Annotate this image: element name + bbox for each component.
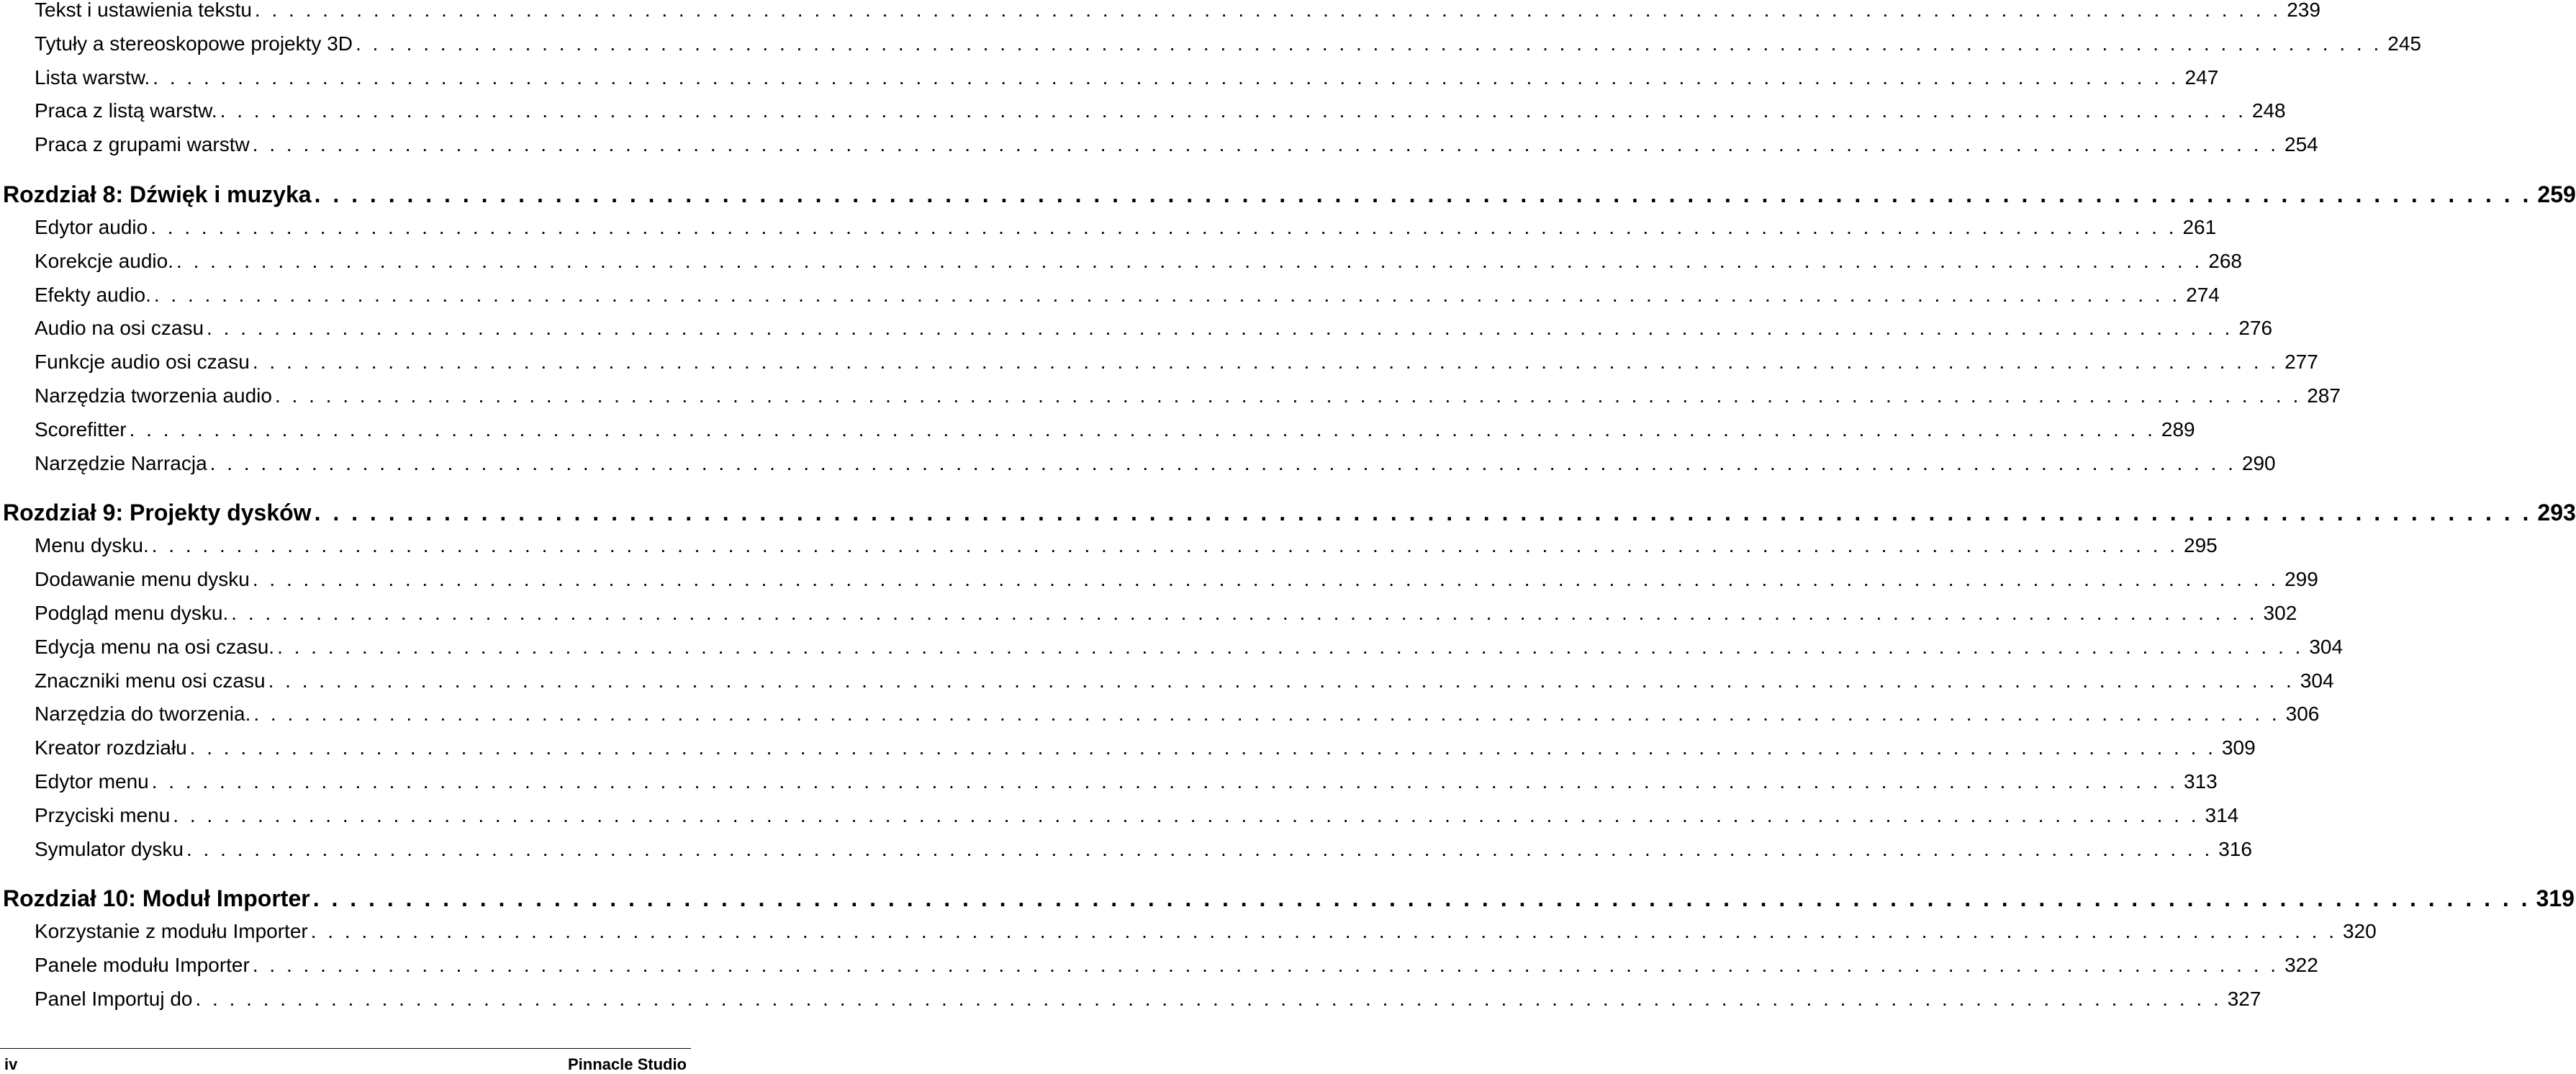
dot-leader: . . . . . . . . . . . . . . . . . . . . . . . . . . . . . . . . . . . . . . . . . . . . . . . . . . . . . . . . . . . . . . . . . . . . . . . . . . . . . . . . . . . . . . . . . . . . . . . . . . . . . . . . . . . . . . . . . . . . . . . . xyxy=(195,988,2222,1010)
dot-leader: . . . . . . . . . . . . . . . . . . . . . . . . . . . . . . . . . . . . . . . . . . . . . . . . . . . . . . . . . . . . . . . . . . . . . . . . . . . . . . . . . . . . . . . . . . . . . . . . . . . . . . . . . . . . . . . . . . . . . . . . xyxy=(151,770,2179,793)
toc-section-entry[interactable] xyxy=(35,215,2217,240)
toc-entry-title: Znaczniki menu osi czasu xyxy=(35,669,266,692)
dot-leader: . . . . . . . . . . . . . . . . . . . . . . . . . . . . . . . . . . . . . . . . . . . . . . . . . . . . . . . . . . . . . . . . . . . . . . . . . . . . . . . . . . . . . . . . . . . . . . . . . . . . . . . . . . . . . . . . . . . . . . . . xyxy=(253,703,2280,725)
dot-leader: . . . . . . . . . . . . . . . . . . . . . . . . . . . . . . . . . . . . . . . . . . . . . . . . . . . . . . . . . . . . . . . . . . . . . . . . . . . . . . . . . . . . . . . . . . . . . . . . . . . . . . . . . . . . . . . . . . . . . . . . xyxy=(129,418,2156,441)
toc-entry-title: Narzędzia do tworzenia. xyxy=(35,703,251,725)
toc-entry-title: Panel Importuj do xyxy=(35,988,193,1010)
toc-entry-page-number: 261 xyxy=(2182,216,2217,238)
toc-entry-page-number: 314 xyxy=(2205,804,2239,826)
toc-entry-title: Kreator rozdziału xyxy=(35,736,187,759)
toc-entry-title: Panele modułu Importer xyxy=(35,954,250,976)
toc-section-entry[interactable] xyxy=(35,600,2297,626)
toc-section-entry[interactable] xyxy=(35,132,2318,158)
dot-leader: . . . . . . . . . . . . . . . . . . . . . . . . . . . . . . . . . . . . . . . . . . . . . . . . . . . . . . . . . . . . . . . . . . . . . . . . . . . . . . . . . . . . . . . . . . . . . . . . . . . . . . . . . . . . . . . . . . . . . . . . xyxy=(231,602,2258,624)
toc-section-entry[interactable] xyxy=(35,986,2261,1012)
toc-entry-page-number: 295 xyxy=(2184,534,2218,556)
dot-leader: . . . . . . . . . . . . . . . . . . . . . . . . . . . . . . . . . . . . . . . . . . . . . . . . . . . . . . . . . . . . . . . . . . . . . . . . . . . . . . . . . . . . . . . . . . . . . . . . . . . . . . . . . . . . . . . . . . . . . . . . xyxy=(220,99,2246,122)
toc-entry-title: Efekty audio. xyxy=(35,284,151,306)
toc-entry-page-number: 268 xyxy=(2208,250,2242,272)
toc-entry-page-number: 274 xyxy=(2186,284,2220,306)
toc-section-entry[interactable] xyxy=(35,383,2341,409)
toc-entry-page-number: 290 xyxy=(2241,452,2276,474)
dot-leader: . . . . . . . . . . . . . . . . . . . . . . . . . . . . . . . . . . . . . . . . . . . . . . . . . . . . . . . . . . . . . . . . . . . . . . . . . . . . . . . . . . . . . . . . . . . . . . . . . . . . . . . . . . . . . . . . . . . . . . . . xyxy=(150,216,2177,238)
toc-entry-title: Dodawanie menu dysku xyxy=(35,568,250,590)
toc-entry-page-number: 313 xyxy=(2184,770,2218,793)
toc-entry-title: Narzędzia tworzenia audio xyxy=(35,384,272,407)
toc-entry-title: Podgląd menu dysku. xyxy=(35,602,229,624)
toc-entry-title: Praca z listą warstw. xyxy=(35,99,217,122)
dot-leader: . . . . . . . . . . . . . . . . . . . . . . . . . . . . . . . . . . . . . . . . . . . . . . . . . . . . . . . . . . . . . . . . . . . . . . . . . . . . . . . . . . . . . . . . . . . . . . . . . . . . . . . . . . . . . . . . . . . . . . . . xyxy=(209,452,2236,474)
toc-chapter-entry[interactable] xyxy=(3,884,2575,913)
toc-entry-page-number: 248 xyxy=(2251,99,2286,122)
dot-leader: . . . . . . . . . . . . . . . . . . . . . . . . . . . . . . . . . . . . . . . . . . . . . . . . . . . . . . . . . . . . . . . . . . . . . . . . . . . . . . . . . . . . . . . . . . . . . . . . . . . . . . . . . . . . . . . . . . . . . . . . xyxy=(254,0,2282,21)
toc-entry-title: Rozdział 10: Moduł Importer xyxy=(3,885,310,911)
toc-section-entry[interactable] xyxy=(35,668,2334,694)
dot-leader: . . . . . . . . . . . . . . . . . . . . . . . . . . . . . . . . . . . . . . . . . . . . . . . . . . . . . . . . . . . . . . . . . . . . . . . . . . . . . . . . . . . . . . . . . . . . . . . . . . . . . . . . . . . . . . . . . . . . . . . . xyxy=(277,636,2304,658)
toc-entry-title: Tekst i ustawienia tekstu xyxy=(35,0,252,21)
toc-section-entry[interactable] xyxy=(35,315,2273,341)
toc-entry-title: Narzędzie Narracja xyxy=(35,452,207,474)
toc-entry-page-number: 306 xyxy=(2285,703,2320,725)
dot-leader: . . . . . . . . . . . . . . . . . . . . . . . . . . . . . . . . . . . . . . . . . . . . . . . . . . . . . . . . . . . . . . . . . . . . . . . . . . . . . . . . . . . . . . . . . . . . . . . . . . . . . . . . . . . . . . . . . . . . . . . . xyxy=(189,736,2216,759)
toc-entry-page-number: 299 xyxy=(2284,568,2318,590)
toc-section-entry[interactable] xyxy=(35,836,2252,862)
footer-page-number: iv xyxy=(4,1055,18,1073)
toc-entry-title: Przyciski menu xyxy=(35,804,171,826)
toc-entry-title: Edytor audio xyxy=(35,216,148,238)
toc-entry-title: Praca z grupami warstw xyxy=(35,133,250,155)
toc-entry-page-number: 276 xyxy=(2238,317,2273,339)
dot-leader: . . . . . . . . . . . . . . . . . . . . . . . . . . . . . . . . . . . . . . . . . . . . . . . . . . . . . . . . . . . . . . . . . . . . . . . . . . . . . . . . . . . . . . . . . . . . . . . . . . . . . . . . . . . . . . . . . . . . . . . . xyxy=(314,181,2532,207)
toc-entry-page-number: 254 xyxy=(2284,133,2318,155)
dot-leader: . . . . . . . . . . . . . . . . . . . . . . . . . . . . . . . . . . . . . . . . . . . . . . . . . . . . . . . . . . . . . . . . . . . . . . . . . . . . . . . . . . . . . . . . . . . . . . . . . . . . . . . . . . . . . . . . . . . . . . . . xyxy=(314,500,2532,525)
toc-entry-page-number: 277 xyxy=(2284,351,2318,373)
dot-leader: . . . . . . . . . . . . . . . . . . . . . . . . . . . . . . . . . . . . . . . . . . . . . . . . . . . . . . . . . . . . . . . . . . . . . . . . . . . . . . . . . . . . . . . . . . . . . . . . . . . . . . . . . . . . . . . . . . . . . . . . xyxy=(252,954,2279,976)
toc-entry-page-number: 239 xyxy=(2287,0,2320,21)
toc-entry-page-number: 293 xyxy=(2537,500,2576,525)
toc-section-entry[interactable] xyxy=(35,282,2220,308)
toc-entry-title: Audio na osi czasu xyxy=(35,317,204,339)
toc-entry-title: Tytuły a stereoskopowe projekty 3D xyxy=(35,32,353,55)
dot-leader: . . . . . . . . . . . . . . . . . . . . . . . . . . . . . . . . . . . . . . . . . . . . . . . . . . . . . . . . . . . . . . . . . . . . . . . . . . . . . . . . . . . . . . . . . . . . . . . . . . . . . . . . . . . . . . . . . . . . . . . . xyxy=(274,384,2302,407)
toc-section-entry[interactable] xyxy=(35,248,2242,274)
footer-product-name: Pinnacle Studio xyxy=(567,1055,687,1073)
dot-leader: . . . . . . . . . . . . . . . . . . . . . . . . . . . . . . . . . . . . . . . . . . . . . . . . . . . . . . . . . . . . . . . . . . . . . . . . . . . . . . . . . . . . . . . . . . . . . . . . . . . . . . . . . . . . . . . . . . . . . . . . xyxy=(186,838,2213,860)
dot-leader: . . . . . . . . . . . . . . . . . . . . . . . . . . . . . . . . . . . . . . . . . . . . . . . . . . . . . . . . . . . . . . . . . . . . . . . . . . . . . . . . . . . . . . . . . . . . . . . . . . . . . . . . . . . . . . . . . . . . . . . . xyxy=(153,284,2181,306)
toc-entry-title: Symulator dysku xyxy=(35,838,184,860)
toc-entry-page-number: 287 xyxy=(2307,384,2341,407)
toc-entry-page-number: 245 xyxy=(2387,32,2421,55)
toc-entry-page-number: 327 xyxy=(2227,988,2261,1010)
dot-leader: . . . . . . . . . . . . . . . . . . . . . . . . . . . . . . . . . . . . . . . . . . . . . . . . . . . . . . . . . . . . . . . . . . . . . . . . . . . . . . . . . . . . . . . . . . . . . . . . . . . . . . . . . . . . . . . . . . . . . . . . xyxy=(252,568,2279,590)
toc-entry-page-number: 259 xyxy=(2537,181,2576,207)
toc-section-entry[interactable] xyxy=(35,417,2195,443)
toc-entry-title: Korzystanie z modułu Importer xyxy=(35,920,308,942)
toc-entry-title: Scorefitter xyxy=(35,418,127,441)
dot-leader: . . . . . . . . . . . . . . . . . . . . . . . . . . . . . . . . . . . . . . . . . . . . . . . . . . . . . . . . . . . . . . . . . . . . . . . . . . . . . . . . . . . . . . . . . . . . . . . . . . . . . . . . . . . . . . . . . . . . . . . . xyxy=(252,351,2279,373)
toc-section-entry[interactable] xyxy=(35,0,2320,23)
toc-entry-page-number: 247 xyxy=(2184,66,2219,89)
dot-leader: . . . . . . . . . . . . . . . . . . . . . . . . . . . . . . . . . . . . . . . . . . . . . . . . . . . . . . . . . . . . . . . . . . . . . . . . . . . . . . . . . . . . . . . . . . . . . . . . . . . . . . . . . . . . . . . . . . . . . . . . xyxy=(207,317,2233,339)
toc-section-entry[interactable] xyxy=(35,634,2344,660)
toc-section-entry[interactable] xyxy=(35,451,2276,477)
toc-chapter-entry[interactable] xyxy=(3,498,2576,527)
toc-section-entry[interactable] xyxy=(35,735,2256,761)
toc-entry-page-number: 304 xyxy=(2300,669,2334,692)
dot-leader: . . . . . . . . . . . . . . . . . . . . . . . . . . . . . . . . . . . . . . . . . . . . . . . . . . . . . . . . . . . . . . . . . . . . . . . . . . . . . . . . . . . . . . . . . . . . . . . . . . . . . . . . . . . . . . . . . . . . . . . . xyxy=(310,920,2337,942)
toc-entry-page-number: 322 xyxy=(2284,954,2318,976)
toc-section-entry[interactable] xyxy=(35,349,2318,375)
toc-entry-page-number: 302 xyxy=(2263,602,2297,624)
toc-section-entry[interactable] xyxy=(35,919,2377,944)
toc-entry-page-number: 289 xyxy=(2161,418,2195,441)
toc-entry-title: Menu dysku. xyxy=(35,534,149,556)
toc-section-entry[interactable] xyxy=(35,769,2218,795)
toc-section-entry[interactable] xyxy=(35,65,2219,91)
toc-section-entry[interactable] xyxy=(35,31,2421,57)
toc-section-entry[interactable] xyxy=(35,803,2239,829)
toc-entry-page-number: 319 xyxy=(2536,885,2575,911)
toc-section-entry[interactable] xyxy=(35,567,2318,592)
dot-leader: . . . . . . . . . . . . . . . . . . . . . . . . . . . . . . . . . . . . . . . . . . . . . . . . . . . . . . . . . . . . . . . . . . . . . . . . . . . . . . . . . . . . . . . . . . . . . . . . . . . . . . . . . . . . . . . . . . . . . . . . xyxy=(268,669,2295,692)
toc-section-entry[interactable] xyxy=(35,98,2286,124)
dot-leader: . . . . . . . . . . . . . . . . . . . . . . . . . . . . . . . . . . . . . . . . . . . . . . . . . . . . . . . . . . . . . . . . . . . . . . . . . . . . . . . . . . . . . . . . . . . . . . . . . . . . . . . . . . . . . . . . . . . . . . . . xyxy=(252,133,2279,155)
toc-entry-title: Edycja menu na osi czasu. xyxy=(35,636,275,658)
footer-divider xyxy=(0,1048,691,1049)
dot-leader: . . . . . . . . . . . . . . . . . . . . . . . . . . . . . . . . . . . . . . . . . . . . . . . . . . . . . . . . . . . . . . . . . . . . . . . . . . . . . . . . . . . . . . . . . . . . . . . . . . . . . . . . . . . . . . . . . . . . . . . . xyxy=(312,885,2531,911)
toc-entry-page-number: 316 xyxy=(2218,838,2252,860)
toc-entry-page-number: 320 xyxy=(2342,920,2377,942)
toc-chapter-entry[interactable] xyxy=(3,180,2576,209)
dot-leader: . . . . . . . . . . . . . . . . . . . . . . . . . . . . . . . . . . . . . . . . . . . . . . . . . . . . . . . . . . . . . . . . . . . . . . . . . . . . . . . . . . . . . . . . . . . . . . . . . . . . . . . . . . . . . . . . . . . . . . . . xyxy=(151,534,2179,556)
dot-leader: . . . . . . . . . . . . . . . . . . . . . . . . . . . . . . . . . . . . . . . . . . . . . . . . . . . . . . . . . . . . . . . . . . . . . . . . . . . . . . . . . . . . . . . . . . . . . . . . . . . . . . . . . . . . . . . . . . . . . . . . xyxy=(173,804,2200,826)
dot-leader: . . . . . . . . . . . . . . . . . . . . . . . . . . . . . . . . . . . . . . . . . . . . . . . . . . . . . . . . . . . . . . . . . . . . . . . . . . . . . . . . . . . . . . . . . . . . . . . . . . . . . . . . . . . . . . . . . . . . . . . . xyxy=(153,66,2179,89)
toc-entry-title: Lista warstw. xyxy=(35,66,150,89)
toc-entry-title: Funkcje audio osi czasu xyxy=(35,351,250,373)
dot-leader: . . . . . . . . . . . . . . . . . . . . . . . . . . . . . . . . . . . . . . . . . . . . . . . . . . . . . . . . . . . . . . . . . . . . . . . . . . . . . . . . . . . . . . . . . . . . . . . . . . . . . . . . . . . . . . . . . . . . . . . . xyxy=(355,32,2382,55)
toc-section-entry[interactable] xyxy=(35,701,2320,727)
toc-section-entry[interactable] xyxy=(35,952,2318,978)
toc-section-entry[interactable] xyxy=(35,533,2218,559)
dot-leader: . . . . . . . . . . . . . . . . . . . . . . . . . . . . . . . . . . . . . . . . . . . . . . . . . . . . . . . . . . . . . . . . . . . . . . . . . . . . . . . . . . . . . . . . . . . . . . . . . . . . . . . . . . . . . . . . . . . . . . . . xyxy=(176,250,2203,272)
toc-entry-title: Rozdział 8: Dźwięk i muzyka xyxy=(3,181,312,207)
toc-entry-title: Korekcje audio. xyxy=(35,250,174,272)
toc-entry-page-number: 304 xyxy=(2309,636,2344,658)
toc-entry-title: Rozdział 9: Projekty dysków xyxy=(3,500,312,525)
toc-entry-page-number: 309 xyxy=(2221,736,2256,759)
toc-entry-title: Edytor menu xyxy=(35,770,149,793)
